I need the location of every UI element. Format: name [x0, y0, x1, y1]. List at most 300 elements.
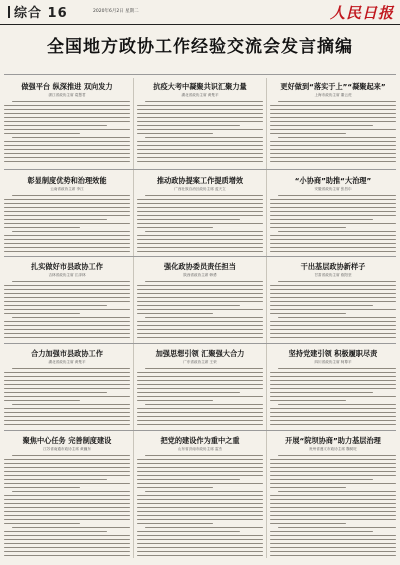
article-body — [270, 368, 396, 425]
text-line — [278, 455, 396, 456]
text-line — [137, 125, 240, 126]
text-line — [270, 149, 396, 150]
text-line — [270, 519, 396, 520]
text-line — [278, 195, 396, 196]
text-line — [4, 388, 130, 389]
text-line — [137, 408, 263, 409]
text-line — [4, 133, 80, 134]
text-line — [278, 317, 396, 318]
article-body — [4, 281, 130, 338]
text-line — [270, 109, 396, 110]
text-line — [137, 531, 240, 532]
text-line — [270, 400, 346, 401]
newspaper-logo: 人民日报 — [329, 4, 394, 22]
text-line — [145, 231, 263, 232]
text-line — [4, 495, 130, 496]
article[interactable] — [4, 176, 130, 256]
text-line — [270, 243, 396, 244]
text-line — [270, 376, 396, 377]
text-line — [270, 129, 396, 130]
text-line — [270, 309, 396, 310]
text-line — [4, 235, 130, 236]
article[interactable] — [270, 262, 396, 342]
section-label — [4, 2, 68, 21]
text-line — [4, 149, 130, 150]
text-line — [270, 235, 396, 236]
text-line — [4, 535, 130, 536]
text-line — [137, 555, 263, 556]
text-line — [137, 243, 263, 244]
text-line — [4, 109, 130, 110]
text-line — [137, 251, 263, 252]
text-line — [4, 539, 130, 540]
text-line — [145, 455, 263, 456]
text-line — [137, 503, 263, 504]
text-line — [4, 293, 130, 294]
article-body — [137, 195, 263, 252]
article-body — [4, 195, 130, 252]
text-line — [137, 479, 240, 480]
text-line — [137, 105, 263, 106]
text-line — [4, 543, 130, 544]
text-line — [4, 289, 130, 290]
text-line — [137, 372, 263, 373]
text-line — [137, 483, 263, 484]
text-line — [4, 285, 130, 286]
text-line — [278, 137, 396, 138]
text-line — [145, 101, 263, 102]
article-body — [4, 101, 130, 162]
text-line — [4, 463, 130, 464]
article[interactable] — [137, 82, 263, 168]
text-line — [137, 207, 263, 208]
text-line — [4, 337, 130, 338]
text-line — [145, 281, 263, 282]
text-line — [4, 467, 130, 468]
article[interactable] — [270, 176, 396, 256]
text-line — [137, 223, 263, 224]
article-byline: 湖北省政协主席 黄楚平 — [181, 93, 219, 97]
text-line — [4, 384, 130, 385]
text-line — [12, 231, 130, 232]
text-line — [12, 491, 130, 492]
column-left — [4, 78, 130, 562]
text-line — [137, 380, 263, 381]
text-line — [137, 219, 240, 220]
text-line — [4, 400, 80, 401]
article-title: 扎实做好市县政协工作 — [31, 262, 103, 271]
text-line — [4, 321, 130, 322]
text-line — [270, 424, 396, 425]
article-byline: 浙江省政协主席 葛慧君 — [48, 93, 86, 97]
text-line — [270, 161, 396, 162]
article-byline: 贵州省遵义市政协主席 魏树旺 — [309, 447, 357, 451]
text-line — [270, 227, 346, 228]
text-line — [270, 141, 396, 142]
article[interactable] — [4, 349, 130, 429]
text-line — [4, 309, 130, 310]
text-line — [137, 297, 263, 298]
text-line — [4, 376, 130, 377]
text-line — [137, 149, 263, 150]
text-line — [270, 511, 396, 512]
text-line — [270, 337, 396, 338]
text-line — [4, 157, 130, 158]
text-line — [137, 157, 263, 158]
text-line — [137, 507, 263, 508]
article-byline: 陕西省政协主席 韩勇 — [183, 273, 217, 277]
text-line — [137, 121, 263, 122]
article-byline: 四川省政协主席 柯尊平 — [314, 360, 352, 364]
text-line — [270, 211, 396, 212]
text-line — [270, 555, 396, 556]
article-grid — [4, 78, 396, 562]
text-line — [270, 412, 396, 413]
text-line — [270, 199, 396, 200]
article-body — [137, 455, 263, 556]
text-line — [270, 219, 373, 220]
text-line — [270, 321, 396, 322]
text-line — [270, 523, 346, 524]
text-line — [137, 376, 263, 377]
text-line — [137, 523, 213, 524]
text-line — [12, 195, 130, 196]
text-line — [137, 547, 263, 548]
text-line — [4, 523, 80, 524]
text-line — [270, 372, 396, 373]
article-body — [270, 455, 396, 556]
article-title: 开展“院坝协商”助力基层治理 — [285, 436, 381, 445]
text-line — [270, 408, 396, 409]
text-line — [278, 368, 396, 369]
article-byline: 湖北省政协主席 黄楚平 — [48, 360, 86, 364]
text-line — [4, 547, 130, 548]
text-line — [270, 145, 396, 146]
text-line — [4, 121, 130, 122]
text-line — [270, 392, 373, 393]
text-line — [270, 251, 396, 252]
article-byline: 吉林省政协主席 江泽林 — [48, 273, 86, 277]
text-line — [4, 227, 80, 228]
text-line — [4, 325, 130, 326]
issue-date: 2020年6月2日 星期二 — [93, 9, 139, 14]
text-line — [270, 507, 396, 508]
article-title: 抗疫大考中凝聚共识汇聚力量 — [153, 82, 247, 91]
text-line — [4, 475, 130, 476]
text-line — [4, 161, 130, 162]
column-middle — [137, 78, 263, 562]
text-line — [137, 519, 263, 520]
text-line — [270, 313, 346, 314]
text-line — [270, 388, 396, 389]
text-line — [4, 215, 130, 216]
text-line — [270, 547, 396, 548]
text-line — [270, 463, 396, 464]
text-line — [145, 317, 263, 318]
text-line — [4, 117, 130, 118]
article[interactable] — [137, 436, 263, 560]
text-line — [137, 133, 213, 134]
text-line — [137, 467, 263, 468]
text-line — [4, 305, 107, 306]
text-line — [137, 117, 263, 118]
section-bar-icon — [8, 6, 10, 18]
text-line — [270, 487, 346, 488]
text-line — [137, 109, 263, 110]
text-line — [137, 247, 263, 248]
text-line — [137, 400, 213, 401]
text-line — [270, 479, 373, 480]
text-line — [4, 507, 130, 508]
text-line — [4, 239, 130, 240]
text-line — [4, 487, 80, 488]
article-title: 聚焦中心任务 完善制度建设 — [22, 436, 112, 445]
text-line — [4, 519, 130, 520]
text-line — [4, 243, 130, 244]
article-byline: 广东省政协主席 王荣 — [183, 360, 217, 364]
article-byline: 上海市政协主席 董云虎 — [314, 93, 352, 97]
text-line — [270, 531, 373, 532]
text-line — [4, 141, 130, 142]
text-line — [137, 141, 263, 142]
article-title: 干出基层政协新样子 — [300, 262, 366, 271]
text-line — [4, 251, 130, 252]
text-line — [4, 223, 130, 224]
text-line — [137, 551, 263, 552]
text-line — [145, 404, 263, 405]
article-byline: 山东省济南市政协主席 雷杰 — [177, 447, 223, 451]
text-line — [12, 317, 130, 318]
text-line — [4, 503, 130, 504]
text-line — [137, 511, 263, 512]
article-title: 合力加强市县政协工作 — [31, 349, 103, 358]
text-line — [4, 511, 130, 512]
article[interactable] — [4, 262, 130, 342]
article[interactable] — [270, 349, 396, 429]
text-line — [270, 333, 396, 334]
text-line — [137, 293, 263, 294]
article-title: 彰显制度优势和治理效能 — [27, 176, 107, 185]
text-line — [137, 153, 263, 154]
text-line — [137, 475, 263, 476]
text-line — [270, 125, 373, 126]
article[interactable] — [270, 436, 396, 560]
text-line — [270, 203, 396, 204]
text-line — [4, 125, 107, 126]
text-line — [137, 333, 263, 334]
text-line — [278, 404, 396, 405]
text-line — [4, 412, 130, 413]
text-line — [270, 153, 396, 154]
text-line — [137, 203, 263, 204]
article-title: 推动政协提案工作提质增效 — [156, 176, 244, 185]
text-line — [270, 297, 396, 298]
text-line — [270, 289, 396, 290]
text-line — [4, 392, 107, 393]
article-body — [137, 281, 263, 338]
article-body — [137, 368, 263, 425]
text-line — [270, 420, 396, 421]
text-line — [137, 337, 263, 338]
text-line — [4, 424, 130, 425]
text-line — [4, 483, 130, 484]
text-line — [270, 467, 396, 468]
text-line — [270, 301, 396, 302]
text-line — [137, 495, 263, 496]
text-line — [137, 285, 263, 286]
article-body — [4, 368, 130, 425]
text-line — [270, 325, 396, 326]
text-line — [137, 329, 263, 330]
text-line — [145, 368, 263, 369]
article[interactable] — [4, 82, 130, 168]
article[interactable] — [137, 349, 263, 429]
text-line — [4, 247, 130, 248]
article-body — [137, 101, 263, 162]
text-line — [137, 539, 263, 540]
text-line — [137, 392, 240, 393]
text-line — [4, 329, 130, 330]
text-line — [4, 551, 130, 552]
page-title: 全国地方政协工作经验交流会发言摘编 — [47, 37, 353, 57]
text-line — [270, 215, 396, 216]
text-line — [270, 539, 396, 540]
article[interactable] — [4, 436, 130, 560]
text-line — [270, 471, 396, 472]
text-line — [270, 207, 396, 208]
text-line — [4, 333, 130, 334]
masthead — [0, 0, 400, 25]
text-line — [4, 145, 130, 146]
text-line — [4, 129, 130, 130]
text-line — [137, 199, 263, 200]
article-byline: 江苏省南通市政协主席 黄巍东 — [43, 447, 91, 451]
text-line — [137, 543, 263, 544]
text-line — [270, 157, 396, 158]
text-line — [4, 153, 130, 154]
article-byline: 云南省政协主席 李江 — [50, 187, 84, 191]
text-line — [4, 459, 130, 460]
text-line — [4, 515, 130, 516]
text-line — [137, 515, 263, 516]
text-line — [137, 227, 213, 228]
text-line — [270, 105, 396, 106]
text-line — [137, 313, 213, 314]
text-line — [4, 105, 130, 106]
text-line — [137, 396, 263, 397]
text-line — [270, 495, 396, 496]
text-line — [270, 133, 346, 134]
article-body — [270, 195, 396, 252]
text-line — [137, 416, 263, 417]
text-line — [270, 121, 396, 122]
text-line — [4, 499, 130, 500]
text-line — [12, 368, 130, 369]
text-line — [137, 463, 263, 464]
text-line — [278, 281, 396, 282]
text-line — [137, 420, 263, 421]
text-line — [4, 416, 130, 417]
text-line — [270, 535, 396, 536]
article-byline: 甘肃省政协主席 欧阳坚 — [314, 273, 352, 277]
text-line — [278, 101, 396, 102]
text-line — [137, 412, 263, 413]
article-title: 强化政协委员责任担当 — [164, 262, 236, 271]
text-line — [270, 416, 396, 417]
text-line — [137, 235, 263, 236]
article-body — [4, 455, 130, 556]
text-line — [137, 459, 263, 460]
text-line — [137, 321, 263, 322]
text-line — [137, 289, 263, 290]
text-line — [270, 293, 396, 294]
article-title: 坚持党建引领 积极履职尽责 — [288, 349, 378, 358]
text-line — [4, 219, 107, 220]
text-line — [278, 231, 396, 232]
text-line — [137, 535, 263, 536]
text-line — [137, 211, 263, 212]
text-line — [12, 455, 130, 456]
text-line — [4, 203, 130, 204]
article[interactable] — [270, 82, 396, 168]
text-line — [270, 543, 396, 544]
text-line — [137, 129, 263, 130]
article-title: 加强思想引领 汇聚强大合力 — [155, 349, 245, 358]
text-line — [4, 471, 130, 472]
article[interactable] — [137, 176, 263, 256]
text-line — [12, 281, 130, 282]
text-line — [145, 195, 263, 196]
text-line — [270, 551, 396, 552]
text-line — [270, 117, 396, 118]
text-line — [137, 388, 263, 389]
column-right — [270, 78, 396, 562]
text-line — [137, 161, 263, 162]
text-line — [137, 325, 263, 326]
text-line — [4, 207, 130, 208]
text-line — [12, 101, 130, 102]
text-line — [4, 113, 130, 114]
text-line — [4, 199, 130, 200]
text-line — [137, 215, 263, 216]
article-body — [270, 101, 396, 162]
text-line — [270, 503, 396, 504]
article-title: 更好做到“落实于上”“凝聚起来” — [280, 82, 386, 91]
text-line — [4, 479, 107, 480]
article-title: 把党的建设作为重中之重 — [160, 436, 240, 445]
text-line — [270, 223, 396, 224]
text-line — [137, 487, 213, 488]
text-line — [270, 329, 396, 330]
text-line — [137, 239, 263, 240]
text-line — [145, 137, 263, 138]
text-line — [12, 137, 130, 138]
text-line — [278, 491, 396, 492]
article[interactable] — [137, 262, 263, 342]
text-line — [137, 499, 263, 500]
text-line — [270, 384, 396, 385]
text-line — [4, 408, 130, 409]
text-line — [137, 424, 263, 425]
text-line — [137, 384, 263, 385]
text-line — [278, 527, 396, 528]
text-line — [137, 471, 263, 472]
text-line — [270, 515, 396, 516]
text-line — [4, 301, 130, 302]
text-line — [270, 459, 396, 460]
text-line — [270, 113, 396, 114]
text-line — [270, 239, 396, 240]
